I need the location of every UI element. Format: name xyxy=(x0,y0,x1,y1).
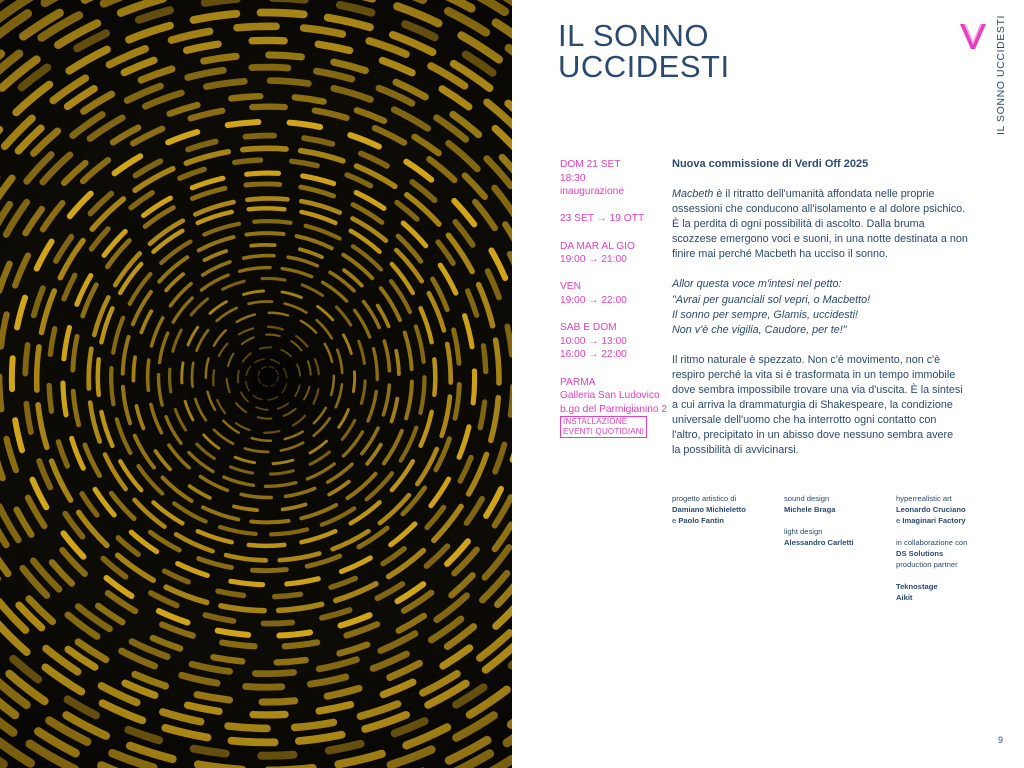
opening-date: DOM 21 SET xyxy=(560,159,621,170)
opening-info xyxy=(560,158,670,199)
macbeth-title: Macbeth xyxy=(672,188,714,200)
credit-name: Leonardo Cruciano xyxy=(896,505,966,514)
intro-line-1-rest: è il ritratto dell'umanità affondata nelle proprie xyxy=(713,188,935,200)
opening-label: inaugurazione xyxy=(560,186,625,198)
credit-name: Damiano Michieletto xyxy=(672,505,746,514)
title-line-2: UCCIDESTI xyxy=(558,49,730,84)
credit-label: light design xyxy=(784,527,823,536)
period-dates: 23 SET → 19 OTT xyxy=(560,213,645,225)
libretto-quote xyxy=(672,277,987,337)
intro-line: finire mai perché Macbeth ha ucciso il sonno. xyxy=(672,248,889,261)
main-text xyxy=(672,157,987,474)
friday-label: VEN xyxy=(560,281,581,293)
quote-line: Non v'è che vigilia, Caudore, per te!" xyxy=(672,323,847,336)
credit-joiner: e xyxy=(672,516,679,525)
quote-line: "Avrai per guanciali sol vepri, o Macbetto! xyxy=(672,293,871,306)
spacer xyxy=(896,526,967,537)
intro-paragraph xyxy=(672,187,987,262)
spacer xyxy=(784,515,854,526)
venue-info xyxy=(560,376,670,439)
credits-artistic xyxy=(672,493,746,526)
closing-line: la possibilità di avvicinarsi. xyxy=(672,444,799,457)
intro-line: scozzese emergono voci e suoni, in una notte destinata a non xyxy=(672,233,968,246)
friday-hours xyxy=(560,280,670,307)
opening-time: 18:30 xyxy=(560,172,586,184)
credit-name: Imaginari Factory xyxy=(902,516,966,525)
period-info xyxy=(560,212,670,226)
quote-line: Allor questa voce m'intesi nel petto: xyxy=(672,278,842,291)
credits-partners xyxy=(896,493,967,603)
weekday-hours xyxy=(560,240,670,267)
event-type-badge xyxy=(560,416,647,438)
credit-name: Paolo Fantin xyxy=(678,516,724,525)
venue-address: b.go del Parmigianino 2 xyxy=(560,403,668,415)
partner-name: Teknostage xyxy=(896,582,938,591)
badge-line-1: INSTALLAZIONE xyxy=(563,417,628,427)
partner-name: Aikit xyxy=(896,593,913,602)
page-title xyxy=(558,20,730,82)
title-line-1: IL SONNO xyxy=(558,18,709,53)
credits-design xyxy=(784,493,854,548)
weekday-time: 19:00 → 21:00 xyxy=(560,254,627,266)
credit-name: DS Solutions xyxy=(896,549,944,558)
event-schedule xyxy=(560,158,670,439)
friday-time: 19:00 → 22:00 xyxy=(560,294,627,306)
closing-line: l'altro, precipitato in un abisso dove nessuno sembra avere xyxy=(672,429,954,442)
credit-label: in collaborazione con xyxy=(896,538,968,547)
credit-label: hyperrealistic art xyxy=(896,494,952,503)
closing-line: Il ritmo naturale è spezzato. Non c'è movimento, non c'è xyxy=(672,353,941,366)
credit-sublabel: production partner xyxy=(896,560,958,569)
weekend-time-afternoon: 16:00 → 22:00 xyxy=(560,349,627,361)
credit-name: Michele Braga xyxy=(784,505,836,514)
v-logo-icon xyxy=(958,21,988,51)
weekend-time-morning: 10:00 → 13:00 xyxy=(560,335,627,347)
venue-city: PARMA xyxy=(560,376,596,388)
commission-heading: Nuova commissione di Verdi Off 2025 xyxy=(672,158,869,170)
credit-label: sound design xyxy=(784,494,830,503)
credit-name-row xyxy=(672,515,746,526)
quote-line: Il sonno per sempre, Glamis, uccidesti! xyxy=(672,308,859,321)
credit-name: Alessandro Carletti xyxy=(784,538,854,547)
credit-joiner: e xyxy=(896,516,903,525)
weekend-hours xyxy=(560,321,670,362)
credit-label: progetto artistico di xyxy=(672,494,737,503)
closing-paragraph xyxy=(672,353,987,459)
closing-line: dove sembra impossibile trovare una via d'uscita. È la sintesi xyxy=(672,384,963,397)
badge-line-2: EVENTI QUOTIDIANI xyxy=(563,427,645,437)
intro-line: ossessioni che conducono all'isolamento e al dolore psichico. xyxy=(672,203,966,216)
spacer xyxy=(896,570,967,581)
weekend-label: SAB E DOM xyxy=(560,322,617,334)
closing-line: universale dell'uomo che ha interrotto ogni contatto con xyxy=(672,414,937,427)
venue-name: Galleria San Ludovico xyxy=(560,390,660,402)
page-number: 9 xyxy=(998,735,1004,745)
intro-line: È la perdita di ogni possibilità di ascolto. Dalla bruma xyxy=(672,218,925,231)
intro-line-1 xyxy=(672,187,987,202)
vertical-running-title: IL SONNO UCCIDESTI xyxy=(995,14,1007,136)
closing-line: a cui arriva la drammaturgia di Shakespeare, la condizione xyxy=(672,399,953,412)
weekday-label: DA MAR AL GIO xyxy=(560,240,635,252)
closing-line: respiro perché la vita si è trasformata in un tempo immobile xyxy=(672,368,956,381)
credit-name-row xyxy=(896,515,967,526)
